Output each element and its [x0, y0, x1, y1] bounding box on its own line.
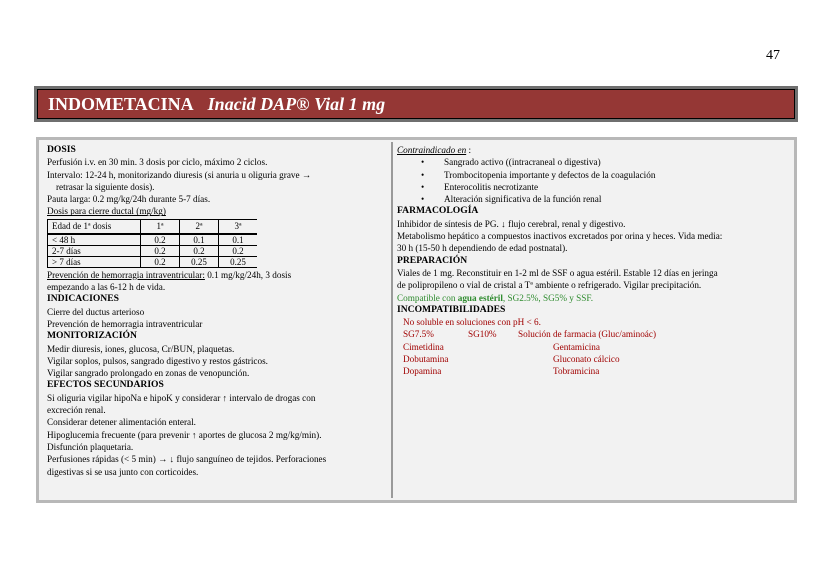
incompat-drug: Tobramicina	[553, 366, 600, 377]
right-column	[397, 144, 791, 378]
contraindicado-heading	[397, 144, 791, 156]
column-divider	[391, 142, 393, 498]
incompat-drug: Gentamicina	[553, 341, 600, 352]
dose-table-header-row	[48, 219, 258, 234]
compat-bold: agua estéril	[457, 292, 503, 303]
incompat-drug: Dobutamina	[403, 354, 449, 365]
table-cell: 0.2	[180, 245, 219, 256]
compat-suffix: , SG2.5%, SG5% y SSF.	[502, 292, 594, 303]
table-header-cell: Edad de 1ª dosis	[48, 219, 141, 234]
compat-prefix: Compatible con	[397, 292, 458, 303]
dosis-line: retrasar la siguiente dosis).	[56, 181, 155, 192]
contraindicado-suffix: :	[466, 145, 472, 155]
table-cell: 0.2	[141, 256, 180, 267]
page-number: 47	[766, 48, 780, 63]
list-item: • Sangrado activo ((intracraneal o digestiva)	[397, 156, 791, 168]
dosis-line: Pauta larga: 0.2 mg/kg/24h durante 5-7 días.	[47, 194, 211, 205]
title-banner	[34, 86, 798, 122]
section-heading-efectos: EFECTOS SECUNDARIOS	[47, 379, 164, 391]
incompat-drug: Gluconato cálcico	[553, 354, 620, 365]
incompat-drug: Dopamina	[403, 366, 442, 377]
table-cell: 2-7 días	[48, 245, 141, 256]
incompat-line: No soluble en soluciones con pH < 6.	[403, 317, 541, 328]
prevention-continuation: empezando a las 6-12 h de vida.	[47, 282, 166, 293]
monitorizacion-line: Vigilar soplos, pulsos, sangrado digestivo y restos gástricos.	[47, 355, 268, 366]
table-header-cell: 3ª	[219, 219, 258, 234]
left-column	[47, 144, 387, 478]
efectos-line: Si oliguria vigilar hipoNa e hipoK y considerar ↑ intervalo de drogas con	[47, 392, 316, 403]
monitorizacion-line: Medir diuresis, iones, glucosa, Cr/BUN, plaquetas.	[47, 343, 235, 354]
efectos-line: digestivas si se usa junto con corticoides.	[47, 466, 199, 477]
monograph-box	[36, 137, 797, 503]
section-heading-indicaciones: INDICACIONES	[47, 293, 119, 305]
table-row	[48, 256, 258, 267]
monitorizacion-line: Vigilar sangrado prolongado en zonas de venopunción.	[47, 368, 250, 379]
dose-table-caption: Dosis para cierre ductal (mg/kg)	[47, 206, 166, 217]
table-cell: 0.1	[180, 234, 219, 246]
section-heading-incompatibilidades: INCOMPATIBILIDADES	[397, 303, 506, 315]
farmacologia-line: 30 h (15-50 h dependiendo de edad postnatal).	[397, 243, 568, 254]
indicacion-line: Cierre del ductus arterioso	[47, 306, 145, 317]
section-heading-preparacion: PREPARACIÓN	[397, 254, 468, 266]
table-cell: < 48 h	[48, 234, 141, 246]
incompat-solution: Solución de farmacia (Gluc/aminoác)	[518, 329, 657, 340]
table-header-cell: 2ª	[180, 219, 219, 234]
efectos-line: Disfunción plaquetaria.	[47, 441, 134, 452]
contraindicado-list	[397, 156, 791, 205]
contraindicado-label: Contraindicado en	[397, 145, 467, 155]
title-inner	[37, 89, 795, 119]
section-heading-farmacologia: FARMACOLOGÍA	[397, 205, 479, 217]
table-header-cell: 1ª	[141, 219, 180, 234]
incompat-drug: Cimetidina	[403, 341, 444, 352]
efectos-line: excreción renal.	[47, 405, 106, 416]
monograph-content	[39, 140, 794, 500]
list-item: • Enterocolitis necrotizante	[397, 181, 791, 193]
table-cell: 0.1	[219, 234, 258, 246]
table-cell: > 7 días	[48, 256, 141, 267]
efectos-line: Perfusiones rápidas (< 5 min) → ↓ flujo sanguíneo de tejidos. Perforaciones	[47, 454, 327, 465]
table-cell: 0.2	[141, 245, 180, 256]
compatibility-line	[397, 292, 791, 304]
table-row	[48, 234, 258, 246]
dose-table	[47, 219, 257, 268]
incompat-solutions	[397, 328, 791, 340]
section-heading-dosis: DOSIS	[47, 144, 76, 155]
section-heading-monitorizacion: MONITORIZACIÓN	[47, 330, 137, 342]
preparacion-line: de polipropileno o vial de cristal a Tª ambiente o refrigerado. Vigilar precipitación.	[397, 280, 702, 291]
preparacion-line: Viales de 1 mg. Reconstituir en 1-2 ml de SSF o agua estéril. Estable 12 días en jeringa	[397, 267, 718, 278]
farmacologia-line: Inhibidor de síntesis de PG. ↓ flujo cerebral, renal y digestivo.	[397, 218, 626, 229]
dosis-line: Perfusión i.v. en 30 min. 3 dosis por ciclo, máximo 2 ciclos.	[47, 157, 268, 168]
prevention-line	[47, 269, 387, 281]
table-cell: 0.2	[141, 234, 180, 246]
table-row	[48, 245, 258, 256]
drug-name: INDOMETACINA	[48, 93, 194, 114]
farmacologia-line: Metabolismo hepático a compuestos inactivos excretados por orina y heces. Vida media:	[397, 231, 723, 242]
efectos-line: Hipoglucemia frecuente (para prevenir ↑ aportes de glucosa 2 mg/kg/min).	[47, 429, 322, 440]
efectos-line: Considerar detener alimentación enteral.	[47, 417, 196, 428]
list-item: • Trombocitopenia importante y defectos de la coagulación	[397, 169, 791, 181]
dosis-line: Intervalo: 12-24 h, monitorizando diuresis (si anuria u oliguria grave →	[47, 169, 312, 180]
table-cell: 0.25	[219, 256, 258, 267]
table-cell: 0.25	[180, 256, 219, 267]
incompat-solution: SG10%	[468, 329, 497, 340]
list-item: • Alteración significativa de la función renal	[397, 193, 791, 205]
indicacion-line: Prevención de hemorragia intraventricular	[47, 318, 203, 329]
incompat-drugs-grid	[397, 341, 791, 378]
table-cell: 0.2	[219, 245, 258, 256]
brand-name: Inacid DAP® Vial 1 mg	[207, 93, 386, 114]
incompat-solution: SG7.5%	[403, 329, 434, 340]
prevention-label: Prevención de hemorragia intraventricular:	[47, 269, 205, 280]
prevention-text: 0.1 mg/kg/24h, 3 dosis	[204, 269, 292, 280]
